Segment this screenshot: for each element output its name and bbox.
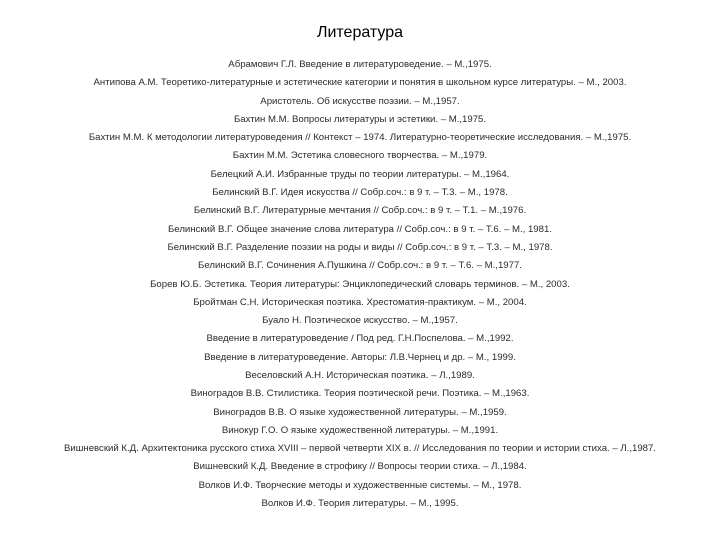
reference-item: Бахтин М.М. Вопросы литературы и эстетики. – М.,1975. — [233, 113, 487, 125]
reference-item: Вишневский К.Д. Введение в строфику // Вопросы теории стиха. – Л.,1984. — [193, 461, 527, 473]
reference-item: Волков И.Ф. Теория литературы. – М., 1995. — [261, 498, 459, 510]
reference-item: Винокур Г.О. О языке художественной литературы. – М.,1991. — [221, 424, 499, 436]
reference-list — [0, 56, 720, 513]
reference-item: Веселовский А.Н. Историческая поэтика. – Л.,1989. — [245, 370, 475, 382]
reference-item: Бройтман С.Н. Историческая поэтика. Хрестоматия-практикум. – М., 2004. — [193, 296, 527, 308]
reference-item: Белинский В.Г. Сочинения А.Пушкина // Собр.соч.: в 9 т. – Т.6. – М.,1977. — [198, 260, 522, 272]
reference-item: Буало Н. Поэтическое искусство. – М.,1957. — [262, 315, 458, 327]
reference-item: Белинский В.Г. Литературные мечтания // Собр.соч.: в 9 т. – Т.1. – М.,1976. — [193, 205, 527, 217]
reference-item: Бахтин М.М. Эстетика словесного творчества. – М.,1979. — [232, 150, 488, 162]
reference-item: Белинский В.Г. Общее значение слова литература // Собр.соч.: в 9 т. – Т.6. – М., 1981. — [168, 223, 552, 235]
reference-item: Вишневский К.Д. Архитектоника русского стиха XVIII – первой четверти XIX в. // Исследования по теории и истории стиха. – Л.,1987. — [63, 443, 657, 455]
reference-item: Бахтин М.М. К методологии литературоведения // Контекст – 1974. Литературно-теоретические исследования. – М.,1975. — [88, 132, 632, 144]
reference-item: Борев Ю.Б. Эстетика. Теория литературы: Энциклопедический словарь терминов. – М., 2003. — [150, 278, 570, 290]
reference-item: Белецкий А.И. Избранные труды по теории литературы. – М.,1964. — [210, 168, 510, 180]
reference-item: Белинский В.Г. Разделение поэзии на роды и виды // Собр.соч.: в 9 т. – Т.3. – М., 1978. — [167, 241, 553, 253]
reference-item: Антипова А.М. Теоретико-литературные и эстетические категории и понятия в школьном курсе литературы. – М., 2003. — [93, 77, 627, 89]
page-title: Литература — [316, 24, 404, 41]
reference-item: Волков И.Ф. Творческие методы и художественные системы. – М., 1978. — [198, 479, 522, 491]
reference-item: Виноградов В.В. Стилистика. Теория поэтической речи. Поэтика. – М.,1963. — [190, 388, 530, 400]
reference-item: Введение в литературоведение. Авторы: Л.В.Чернец и др. – М., 1999. — [204, 351, 516, 363]
reference-item: Виноградов В.В. О языке художественной литературы. – М.,1959. — [213, 406, 507, 418]
reference-item: Введение в литературоведение / Под ред. Г.Н.Поспелова. – М.,1992. — [206, 333, 514, 345]
reference-item: Абрамович Г.Л. Введение в литературоведение. – М.,1975. — [228, 59, 492, 70]
reference-item: Белинский В.Г. Идея искусства // Собр.соч.: в 9 т. – Т.3. – М., 1978. — [212, 187, 508, 199]
reference-item: Аристотель. Об искусстве поэзии. – М.,1957. — [260, 95, 460, 107]
